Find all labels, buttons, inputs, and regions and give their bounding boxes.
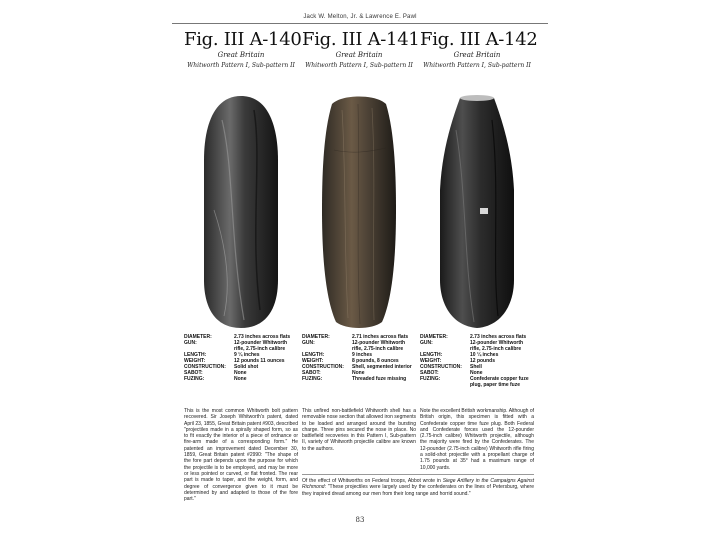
spec-label: DIAMETER: bbox=[302, 334, 330, 340]
spec-value: 12 pounds bbox=[470, 358, 496, 364]
figure-column-2 bbox=[302, 29, 420, 452]
spec-label: GUN: bbox=[184, 340, 197, 346]
page-number: 83 bbox=[355, 516, 365, 524]
figure-country: Great Britain bbox=[217, 51, 265, 59]
spec-label: CONSTRUCTION: bbox=[302, 364, 344, 370]
spec-value: Confederate copper fuze plug, paper time fuze bbox=[470, 376, 529, 388]
spec-value: 9 ¼ inches bbox=[234, 352, 260, 358]
figure-column-1 bbox=[184, 29, 302, 503]
figure-title: Fig. III A-142 bbox=[420, 29, 538, 50]
spec-value: Solid shot bbox=[234, 364, 259, 370]
spec-value: 8 pounds, 8 ounces bbox=[352, 358, 399, 364]
projectile-photo bbox=[420, 90, 534, 334]
spec-label: DIAMETER: bbox=[184, 334, 212, 340]
spec-label: CONSTRUCTION: bbox=[420, 364, 462, 370]
spec-value: None bbox=[234, 376, 247, 382]
figure-country: Great Britain bbox=[453, 51, 501, 59]
spec-value: 12 pounds 11 ounces bbox=[234, 358, 285, 364]
spec-label: SABOT: bbox=[184, 370, 203, 376]
historical-note bbox=[302, 474, 534, 497]
spec-value: 2.71 inches across flats bbox=[352, 334, 409, 340]
spec-value: Shell, segmented interior bbox=[352, 364, 412, 370]
projectile-shape bbox=[302, 90, 416, 334]
spec-value: 9 inches bbox=[352, 352, 373, 358]
projectile-photo bbox=[184, 90, 298, 334]
spec-label: CONSTRUCTION: bbox=[184, 364, 226, 370]
running-head: Jack W. Melton, Jr. & Lawrence E. Pawl bbox=[303, 14, 417, 20]
projectile-shape bbox=[420, 90, 534, 334]
spec-label: WEIGHT: bbox=[302, 358, 324, 364]
spec-value: 12-pounder Whitworth rifle, 2.75-inch calibre bbox=[352, 340, 406, 352]
spec-value: 12-pounder Whitworth rifle, 2.75-inch calibre bbox=[470, 340, 524, 352]
spec-label: FUZING: bbox=[184, 376, 205, 382]
note-rest: : "These projectiles were largely used by the confederates on the lines of Petersburg, where they inspired dread among our men from their long range and horrid sound." bbox=[302, 484, 534, 497]
figure-title: Fig. III A-140 bbox=[184, 29, 302, 50]
projectile-photo bbox=[302, 90, 416, 334]
spec-value: None bbox=[234, 370, 247, 376]
spec-label: LENGTH: bbox=[184, 352, 207, 358]
spec-label: WEIGHT: bbox=[184, 358, 206, 364]
spec-label: GUN: bbox=[302, 340, 315, 346]
spec-label: DIAMETER: bbox=[420, 334, 448, 340]
figure-description: Note the excellent British workmanship. Although of British origin, this specimen is fitted with a Confederate copper time fuze plug. Both Federal and Confederate forces used the 12-pounder (2.75-inch calibre) Whitworth projectile, although the majority were fired by the Confederates. The 12-pounder (2.75-inch calibre) Whitworth rifle firing a solid-shot projectile with a propellant charge of 1.75 pounds at 35° had a maximum range of 10,000 yards. bbox=[420, 408, 534, 471]
note-lead: Of the effect of Whitworths on Federal troops, Abbot wrote in bbox=[302, 478, 443, 484]
spec-value: 12-pounder Whitworth rifle, 2.75-inch calibre bbox=[234, 340, 288, 352]
spec-value: 2.73 inches across flats bbox=[470, 334, 527, 340]
spec-label: SABOT: bbox=[420, 370, 439, 376]
spec-label: GUN: bbox=[420, 340, 433, 346]
spec-value: Shell bbox=[470, 364, 482, 370]
spec-value: None bbox=[352, 370, 365, 376]
specifications-table bbox=[302, 334, 416, 382]
figure-description: This is the most common Whitworth bolt pattern recovered. Sir Joseph Whitworth's patent, dated April 23, 1855, Great Britain patent #903, described "projectiles made in a spirally shaped form, so as to fit exactly the interior of a piece of ordnance or fire-arm made of a corresponding form." He patented an improvement dated December 30, 1859, Great Britain patent #2990: "The shape of the fore part depends upon the purpose for which the projectile is to be employed, and may be more or less pointed or curved, or flat fronted. The rear part is made to taper, and the weight, form, and degree of convergence given to it must be determined by and adapted to those of the fore part." bbox=[184, 408, 298, 503]
figure-title: Fig. III A-141 bbox=[302, 29, 420, 50]
figure-description: This unfired non-battlefield Whitworth shell has a removable nose section that allowed iron segments to be loaded and arranged around the bursting charge. Three pins secured the nose in place. No battlefield recoveries in this Pattern I, Sub-pattern II, variety of Whitworth projectile calibre are known to the authors. bbox=[302, 408, 416, 452]
spec-label: FUZING: bbox=[302, 376, 323, 382]
spec-value: Threaded fuze missing bbox=[352, 376, 407, 382]
spec-label: LENGTH: bbox=[420, 352, 443, 358]
specifications-table bbox=[184, 334, 298, 382]
spec-label: SABOT: bbox=[302, 370, 321, 376]
figure-country: Great Britain bbox=[335, 51, 383, 59]
figure-subtitle: Whitworth Pattern I, Sub-pattern II bbox=[187, 62, 295, 69]
spec-label: FUZING: bbox=[420, 376, 441, 382]
note-book-title: Siege Artillery in the Campaigns Against Richmond bbox=[302, 478, 534, 491]
figure-subtitle: Whitworth Pattern I, Sub-pattern II bbox=[423, 62, 531, 69]
figure-subtitle: Whitworth Pattern I, Sub-pattern II bbox=[305, 62, 413, 69]
header-rule bbox=[172, 23, 548, 24]
specifications-table bbox=[420, 334, 534, 388]
spec-label: WEIGHT: bbox=[420, 358, 442, 364]
spec-value: 10 ¼ inches bbox=[470, 352, 499, 358]
projectile-shape bbox=[184, 90, 298, 334]
spec-value: None bbox=[470, 370, 483, 376]
spec-value: 2.73 inches across flats bbox=[234, 334, 291, 340]
figure-column-3 bbox=[420, 29, 538, 471]
spec-label: LENGTH: bbox=[302, 352, 325, 358]
